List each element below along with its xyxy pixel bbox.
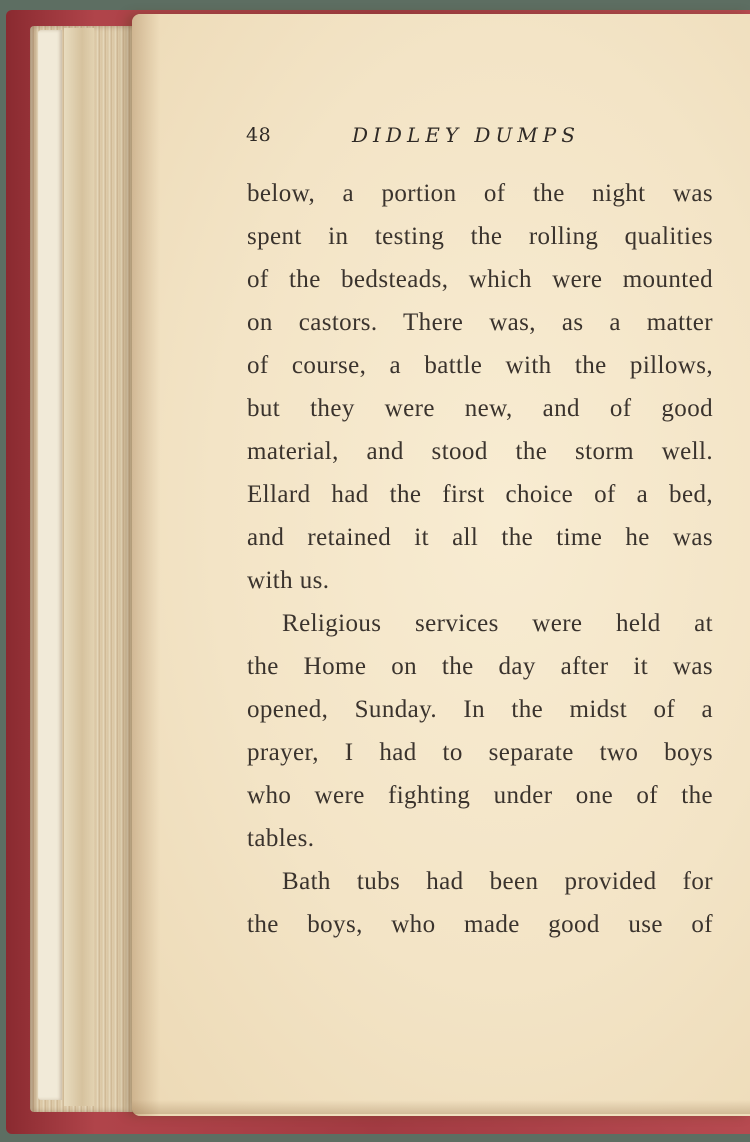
text-line: spent in testing the rolling qualities — [247, 223, 713, 250]
paragraph-start: Bath tubs had been provided for — [282, 868, 713, 895]
running-title: DIDLEY DUMPS — [352, 123, 580, 147]
text-line: of course, a battle with the pillows, — [247, 352, 713, 379]
text-line: below, a portion of the night was — [247, 180, 713, 207]
text-line: prayer, I had to separate two boys — [247, 739, 713, 766]
text-line: tables. — [247, 825, 315, 852]
page-shadow — [132, 1100, 750, 1114]
body-text — [247, 172, 713, 946]
text-line: and retained it all the time he was — [247, 524, 713, 551]
running-head — [246, 124, 616, 158]
text-line: of the bedsteads, which were mounted — [247, 266, 713, 293]
page-number: 48 — [246, 124, 272, 146]
text-line: the boys, who made good use of — [247, 911, 713, 938]
text-line: who were fighting under one of the — [247, 782, 713, 809]
text-line: but they were new, and of good — [247, 395, 713, 422]
paragraph-start: Religious services were held at — [282, 610, 713, 637]
text-line: opened, Sunday. In the midst of a — [247, 696, 713, 723]
text-line: Ellard had the first choice of a bed, — [247, 481, 713, 508]
text-line: with us. — [247, 567, 330, 594]
text-line: on castors. There was, as a matter — [247, 309, 713, 336]
text-line: material, and stood the storm well. — [247, 438, 713, 465]
text-line: the Home on the day after it was — [247, 653, 713, 680]
